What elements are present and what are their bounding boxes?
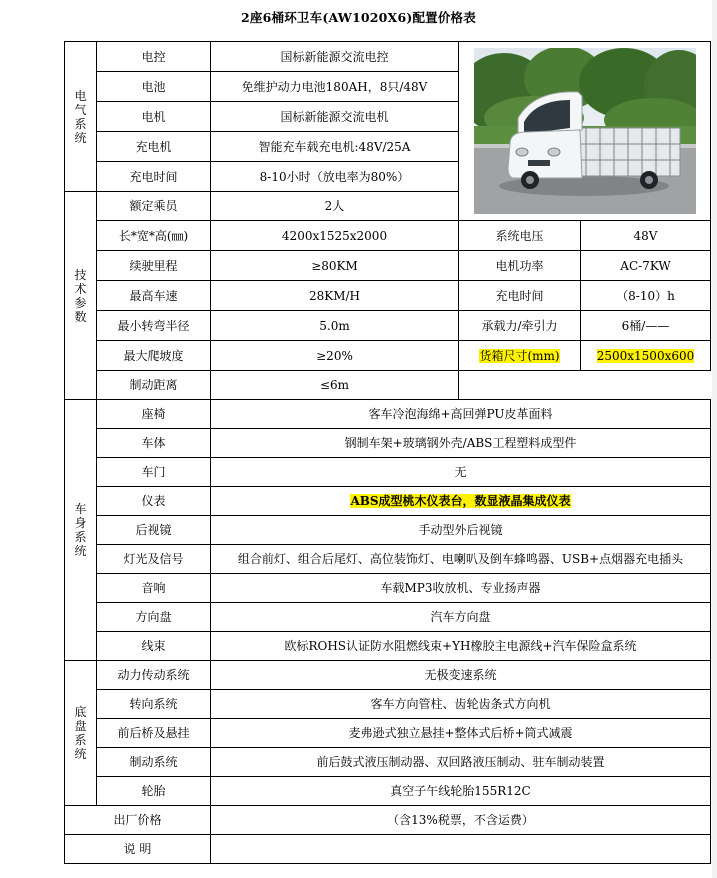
table-row (65, 42, 711, 72)
row-value: 8-10小时（放电率为80%） (211, 162, 459, 192)
table-row (65, 806, 711, 835)
vehicle-photo (474, 48, 696, 214)
row-label: 制动系统 (97, 748, 211, 777)
row-label: 前后桥及悬挂 (97, 719, 211, 748)
section-electrical: 电 气 系 统 (65, 42, 97, 192)
row-label: 最大爬坡度 (97, 341, 211, 371)
row-label: 充电时间 (97, 162, 211, 192)
row-label: 电控 (97, 42, 211, 72)
price-label: 出厂价格 (65, 806, 211, 835)
table-row (65, 516, 711, 545)
row-label-2: 电机功率 (459, 251, 581, 281)
row-value: 5.0m (211, 311, 459, 341)
row-value (211, 487, 711, 516)
spec-table (64, 41, 711, 864)
table-row (65, 748, 711, 777)
row-label: 长*宽*高(㎜) (97, 221, 211, 251)
row-label: 音响 (97, 574, 211, 603)
row-value: 客车冷泡海绵+高回弹PU皮革面料 (211, 400, 711, 429)
table-row (65, 661, 711, 690)
row-value: 前后鼓式液压制动器、双回路液压制动、驻车制动装置 (211, 748, 711, 777)
table-row (65, 690, 711, 719)
row-value: 国标新能源交流电控 (211, 42, 459, 72)
row-value: 免维护动力电池180AH，8只/48V (211, 72, 459, 102)
table-row (65, 777, 711, 806)
row-value: ≥20% (211, 341, 459, 371)
row-label: 线束 (97, 632, 211, 661)
row-value: ≤6m (211, 371, 459, 400)
section-body: 车 身 系 统 (65, 400, 97, 661)
table-row (65, 835, 711, 864)
row-value: 钢制车架+玻璃钢外壳/ABS工程塑料成型件 (211, 429, 711, 458)
table-row (65, 221, 711, 251)
row-value: 真空子午线轮胎155R12C (211, 777, 711, 806)
row-value: 28KM/H (211, 281, 459, 311)
note-label: 说 明 (65, 835, 211, 864)
price-value: （含13%税票，不含运费） (211, 806, 711, 835)
row-label: 额定乘员 (97, 192, 211, 221)
highlighted-value: ABS成型桃木仪表台，数显液晶集成仪表 (350, 494, 571, 508)
table-row (65, 574, 711, 603)
row-value: 国标新能源交流电机 (211, 102, 459, 132)
row-value: 车载MP3收放机、专业扬声器 (211, 574, 711, 603)
page-title: 2座6桶环卫车(AW1020X6)配置价格表 (241, 10, 476, 25)
row-value: 无 (211, 458, 711, 487)
row-label: 灯光及信号 (97, 545, 211, 574)
row-label: 最高车速 (97, 281, 211, 311)
row-value: 4200x1525x2000 (211, 221, 459, 251)
row-label: 续驶里程 (97, 251, 211, 281)
row-label: 最小转弯半径 (97, 311, 211, 341)
row-value: 手动型外后视镜 (211, 516, 711, 545)
row-value: 2人 (211, 192, 459, 221)
row-value-2: （8-10）h (581, 281, 711, 311)
row-label-2 (459, 341, 581, 371)
table-row (65, 251, 711, 281)
table-row (65, 341, 711, 371)
highlighted-label: 货箱尺寸(mm) (479, 348, 560, 363)
table-row (65, 311, 711, 341)
section-technical: 技 术 参 数 (65, 192, 97, 400)
row-label: 车门 (97, 458, 211, 487)
section-chassis: 底 盘 系 统 (65, 661, 97, 806)
table-row (65, 400, 711, 429)
row-label: 方向盘 (97, 603, 211, 632)
table-row (65, 603, 711, 632)
row-label: 转向系统 (97, 690, 211, 719)
row-label: 轮胎 (97, 777, 211, 806)
row-value: 智能充车载充电机:48V/25A (211, 132, 459, 162)
row-value-2: 48V (581, 221, 711, 251)
highlighted-value: 2500x1500x600 (596, 348, 695, 363)
table-row (65, 429, 711, 458)
row-label: 电池 (97, 72, 211, 102)
row-label: 座椅 (97, 400, 211, 429)
row-value-2: AC-7KW (581, 251, 711, 281)
row-label: 动力传动系统 (97, 661, 211, 690)
note-value (211, 835, 711, 864)
row-value-2 (581, 341, 711, 371)
table-row (65, 371, 711, 400)
table-row (65, 545, 711, 574)
row-value: 汽车方向盘 (211, 603, 711, 632)
row-label: 电机 (97, 102, 211, 132)
row-value: 无极变速系统 (211, 661, 711, 690)
row-label: 仪表 (97, 487, 211, 516)
row-value: 客车方向管柱、齿轮齿条式方向机 (211, 690, 711, 719)
row-value: 组合前灯、组合后尾灯、高位装饰灯、电喇叭及倒车蜂鸣器、USB+点烟器充电插头 (211, 545, 711, 574)
row-value-2: 6桶/—— (581, 311, 711, 341)
row-label: 充电机 (97, 132, 211, 162)
row-value: 欧标ROHS认证防水阻燃线束+YH橡胶主电源线+汽车保险盒系统 (211, 632, 711, 661)
vehicle-photo-cell (459, 42, 711, 221)
row-label-2: 系统电压 (459, 221, 581, 251)
row-label: 制动距离 (97, 371, 211, 400)
table-row (65, 487, 711, 516)
row-value: 麦弗逊式独立悬挂+整体式后桥+筒式减震 (211, 719, 711, 748)
row-label-2: 承载力/牵引力 (459, 311, 581, 341)
table-row (65, 281, 711, 311)
row-value: ≥80KM (211, 251, 459, 281)
scrollbar[interactable] (712, 0, 717, 878)
row-label-2: 充电时间 (459, 281, 581, 311)
table-row (65, 719, 711, 748)
row-label: 后视镜 (97, 516, 211, 545)
table-row (65, 632, 711, 661)
table-row (65, 458, 711, 487)
row-label: 车体 (97, 429, 211, 458)
